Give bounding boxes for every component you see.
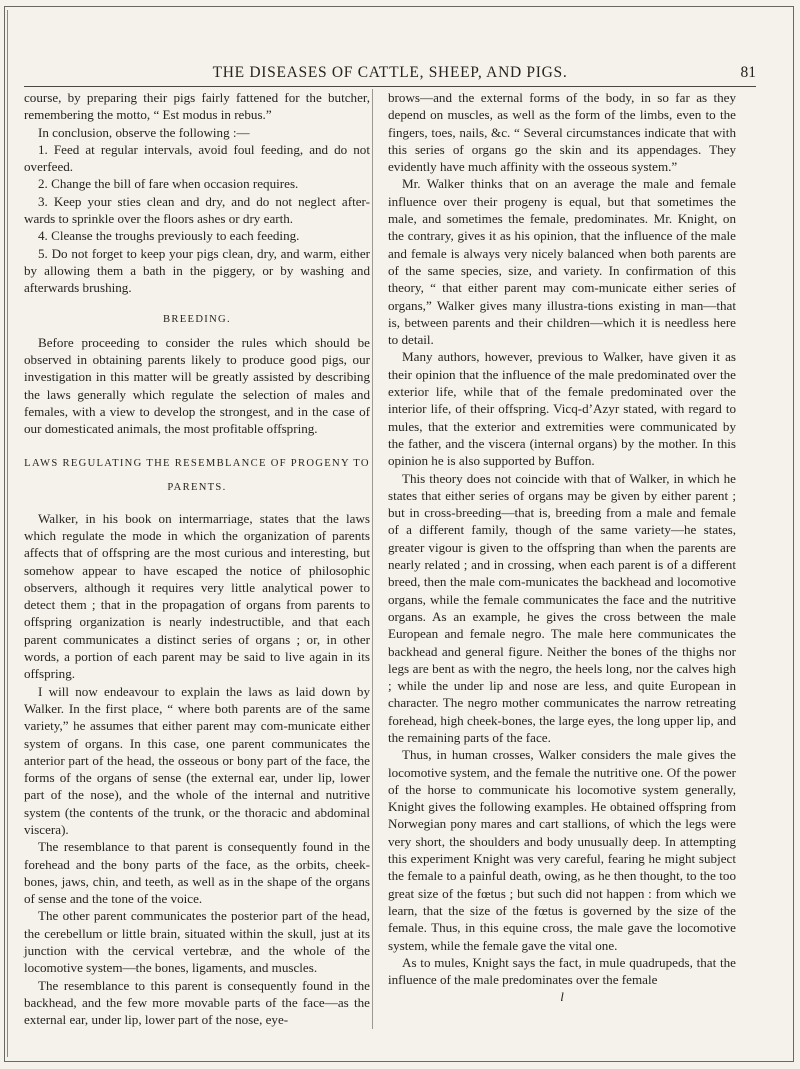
walker-paragraph: Walker, in his book on intermarriage, states that the laws which regulate the mode in which the organization of parents affects that of offspring are the most curious and interesting, but somehow appear to have escaped the notice of philosophic observers, although it requires very little analytical power to detect them ; that in the propagation of organs from parents to offspring organization is nearly indestructible, and that each parent communicates a distinct series of organs ; or, in other words, a portion of each parent may be said to live again in its offspring. (24, 510, 370, 682)
other-parent-paragraph: The other parent communicates the posterior part of the head, the cerebellum or little brain, situated within the skull, just at its junction with the cervical vertebræ, and the whole of the locomotive system—the bones, ligaments, and muscles. (24, 908, 370, 976)
rule-item-2: 2. Change the bill of fare when occasion requires. (38, 176, 299, 192)
left-column (24, 89, 370, 1029)
rule-item-4: 4. Cleanse the troughs previously to each feeding. (38, 228, 300, 244)
resemblance-paragraph-1: The resemblance to that parent is consequently found in the forehead and the bony parts of the face, as the orbits, cheek-bones, jaws, chin, and teeth, as well as in the shape of the organs of sense and the tone of the voice. (24, 839, 370, 907)
intro-paragraph: course, by preparing their pigs fairly fattened for the butcher, remembering the motto, “ Est modus in rebus.” (24, 90, 370, 123)
laws-heading (24, 452, 370, 500)
running-header (24, 64, 756, 87)
mules-paragraph: As to mules, Knight says the fact, in mule quadrupeds, that the influence of the male predominates over the female (388, 954, 736, 988)
breeding-paragraph: Before proceeding to consider the rules which should be observed in obtaining parents likely to produce good pigs, our investigation in this matter will be greatly assisted by describing the laws generally which regulate the selection of males and females, with a view to develop the strongest, and in the case of our domesticated animals, the most profitable offspring. (24, 334, 370, 437)
laws-paragraph: I will now endeavour to explain the laws as laid down by Walker. In the first place, “ where both parents are of the same variety,” he assumes that either parent may com-municate either system of organs. In this case, one parent communicates the anterior part of the head, the osseous or bony part of the face, the forms of the organs of sense (the external ear, under lip, lower part of the nose), and the whole of the internal and nutritive system (the contents of the trunk, or the thoracic and abdominal viscera). (24, 683, 370, 837)
brows-paragraph: brows—and the external forms of the body, in so far as they depend on muscles, as well as the form of the limbs, even to the fingers, toes, nails, &c. “ Several circumstances indicate that with this series of organs go the skin and its appendages. They evidently have much affinity with the osseous system.” (388, 90, 736, 175)
walker-average-paragraph: Mr. Walker thinks that on an average the male and female influence over their progeny is equal, but that sometimes the male, and sometimes the female, predominates. Mr. Knight, on the contrary, gives it as his opinion, that the influence of the male and female is always very nicely balanced when both parents are of the same species, size, and variety. In confirmation of this theory, “ that either parent may com-municate either series of organs,” Walker gives many illustra-tions existing in man—that is, between parents and their children—which it is needless here to detail. (388, 176, 736, 348)
theory-paragraph: This theory does not coincide with that of Walker, in which he states that either series of organs may be given by either parent ; but in cross-breeding—that is, breeding from a male and female of a different family, though of the same variety—he states, greater vigour is given to the offspring than when the parents are nearly related ; and in crossing, when each parent is of a different breed, then the male com-municates the backhead and locomotive organs, while the female communicates the face and the nutritive organs. As an example, he gives the cross between the male European and female negro. The male here communicates the backhead and general figure. Neither the bones of the thighs nor legs are bent as with the negro, the heels long, nor the calves high ; while the under lip and nose are less, and quite European in character. The negro mother communicates the narrow retreating forehead, high cheek-bones, the large eyes, the long upper lip, and the remaining parts of the face. (388, 470, 736, 745)
header-title: THE DISEASES OF CATTLE, SHEEP, AND PIGS. (212, 64, 568, 81)
column-divider (372, 89, 373, 1029)
signature-mark: l (560, 989, 564, 1005)
conclusion-lead: In conclusion, observe the following :— (38, 124, 250, 140)
breeding-heading: BREEDING. (163, 313, 231, 325)
laws-heading-line2: PARENTS. (167, 481, 227, 493)
laws-heading-line1: LAWS REGULATING THE RESEMBLANCE OF PROGENY TO (24, 457, 370, 469)
rule-item-1: 1. Feed at regular intervals, avoid foul feeding, and do not overfeed. (24, 141, 370, 175)
rule-item-3: 3. Keep your sties clean and dry, and do not neglect after-wards to sprinkle over the floors ashes or dry earth. (24, 193, 370, 227)
human-crosses-paragraph: Thus, in human crosses, Walker considers the male gives the locomotive system, and the female the nutritive one. Of the power of the horse to communicate his locomotive system generally, Knight gives the following examples. He obtained offspring from Norwegian pony mares and cart stallions, of which the legs were very short, the shoulders and body unusually deep. In attempting this experiment Knight was very careful, fearing he might subject the female to a painful death, owing, as he then thought, to the too great size of the fœtus ; but such did not happen : from which we learn, that the size of the fœtus is governed by the size of the female. Thus, in this equine cross, the male gave the locomotive system, while the female gave the vital one. (388, 747, 736, 953)
authors-paragraph: Many authors, however, previous to Walker, have given it as their opinion that the influence of the male predominated over the exterior life, while that of the female predominated over the interior life, of their offspring. Vicq-d’Azyr stated, with regard to mules, that the exterior and extremities were communicated by the father, and the viscera (internal organs) by the mother. In this opinion he is also supported by Buffon. (388, 349, 736, 469)
resemblance-paragraph-2: The resemblance to this parent is consequently found in the backhead, and the few more movable parts of the face—as the external ear, under lip, lower part of the nose, eye- (24, 977, 370, 1028)
page-number: 81 (740, 64, 756, 81)
right-column (388, 89, 736, 1006)
rule-item-5: 5. Do not forget to keep your pigs clean, dry, and warm, either by allowing them a bath in the piggery, or by washing and afterwards brushing. (24, 245, 370, 296)
